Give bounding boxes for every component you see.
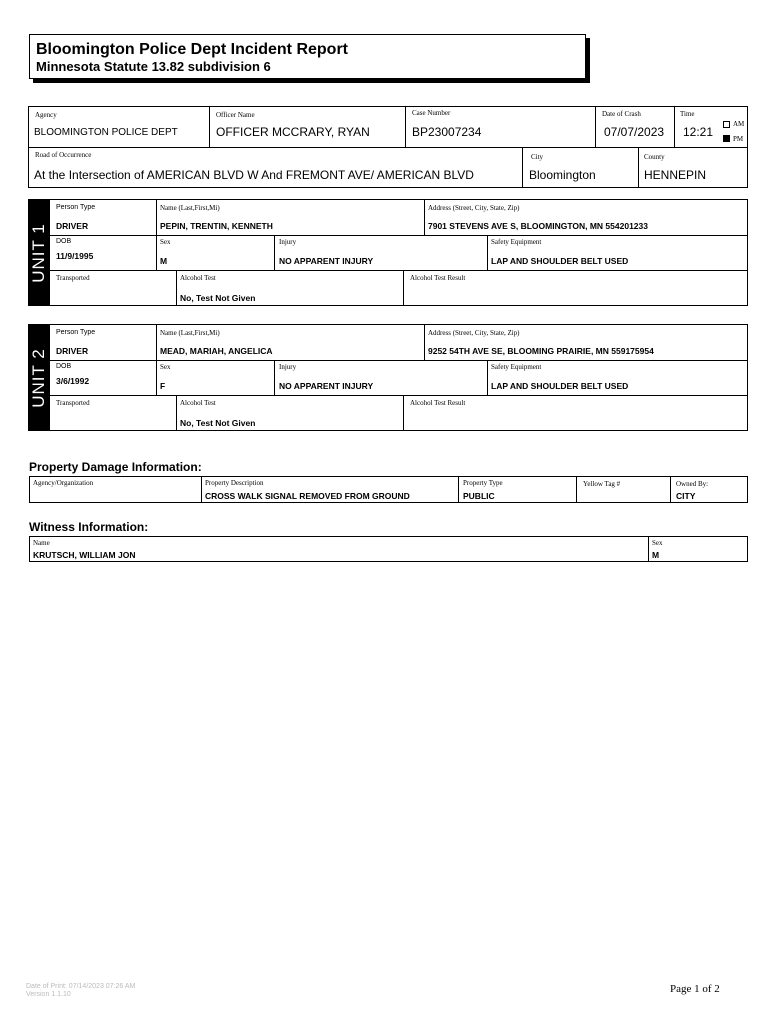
- unit-1-sex: M: [160, 256, 168, 266]
- unit-1-address: 7901 STEVENS AVE S, BLOOMINGTON, MN 554201233: [428, 221, 648, 231]
- witness-heading: Witness Information:: [29, 520, 149, 534]
- witness-sex: M: [652, 550, 660, 560]
- unit-1-name: PEPIN, TRENTIN, KENNETH: [160, 221, 273, 231]
- agency-value: BLOOMINGTON POLICE DEPT: [34, 127, 178, 138]
- unit-2-name-label: Name (Last,First,Mi): [160, 329, 220, 337]
- unit-1-name-label: Name (Last,First,Mi): [160, 204, 220, 212]
- unit-1-alcohol-result-label: Alcohol Test Result: [410, 274, 466, 282]
- case-number-value: BP23007234: [412, 125, 482, 139]
- unit-2-safety-label: Safety Equipment: [491, 363, 542, 371]
- report-title-box: [29, 34, 586, 79]
- unit-2-address-label: Address (Street, City, State, Zip): [428, 329, 520, 337]
- unit-1-alcohol-test: No, Test Not Given: [180, 293, 256, 303]
- witness-name-label: Name: [33, 539, 50, 547]
- witness-table: [29, 536, 748, 562]
- date-label: Date of Crash: [602, 110, 641, 118]
- unit-2-name: MEAD, MARIAH, ANGELICA: [160, 346, 273, 356]
- unit-2-dob-label: DOB: [56, 363, 72, 370]
- property-type: PUBLIC: [463, 491, 495, 501]
- unit-1-injury-label: Injury: [279, 238, 297, 246]
- city-label: City: [531, 153, 544, 161]
- case-number-label: Case Number: [412, 109, 451, 117]
- unit-1-safety: LAP AND SHOULDER BELT USED: [491, 256, 629, 266]
- date-value: 07/07/2023: [604, 125, 665, 139]
- unit-1-dob-label: DOB: [56, 238, 72, 245]
- officer-value: OFFICER MCCRARY, RYAN: [216, 125, 370, 139]
- yellow-tag-label: Yellow Tag #: [583, 480, 621, 488]
- time-label: Time: [680, 110, 695, 118]
- unit-2-tab-label: UNIT 2: [29, 347, 48, 408]
- unit-2-alcohol-result-label: Alcohol Test Result: [410, 399, 466, 407]
- city-value: Bloomington: [529, 168, 596, 182]
- unit-2-alcohol-test-label: Alcohol Test: [180, 399, 216, 407]
- property-desc-label: Property Description: [205, 479, 264, 487]
- header-row-2: [28, 147, 748, 188]
- unit-1-person-type-label: Person Type: [56, 204, 96, 211]
- report-subtitle: Minnesota Statute 13.82 subdivision 6: [36, 59, 271, 74]
- am-label: AM: [733, 120, 745, 128]
- witness-name: KRUTSCH, WILLIAM JON: [33, 550, 136, 560]
- unit-2-dob: 3/6/1992: [56, 376, 90, 386]
- unit-2-alcohol-test: No, Test Not Given: [180, 418, 256, 428]
- unit-1-injury: NO APPARENT INJURY: [279, 256, 374, 266]
- report-title: Bloomington Police Dept Incident Report: [36, 41, 348, 58]
- unit-2-sex: F: [160, 381, 166, 391]
- agency-label: Agency: [35, 111, 57, 119]
- officer-label: Officer Name: [216, 111, 255, 119]
- unit-1-tab-label: UNIT 1: [29, 222, 48, 283]
- time-value: 12:21: [683, 125, 714, 139]
- road-value: At the Intersection of AMERICAN BLVD W And FREMONT AVE/ AMERICAN BLVD: [34, 168, 474, 182]
- unit-1-sex-label: Sex: [160, 238, 171, 246]
- unit-1-address-label: Address (Street, City, State, Zip): [428, 204, 520, 212]
- unit-2-block: [28, 324, 748, 431]
- unit-1-alcohol-test-label: Alcohol Test: [180, 274, 216, 282]
- header-row-1: [28, 106, 748, 148]
- property-desc: CROSS WALK SIGNAL REMOVED FROM GROUND: [205, 491, 410, 501]
- road-label: Road of Occurrence: [35, 151, 92, 159]
- county-label: County: [644, 153, 665, 161]
- unit-2-injury-label: Injury: [279, 363, 297, 371]
- unit-2-address: 9252 54TH AVE SE, BLOOMING PRAIRIE, MN 559175954: [428, 346, 654, 356]
- unit-2-transported-label: Transported: [56, 399, 90, 407]
- witness-sex-label: Sex: [652, 539, 663, 547]
- owned-by: CITY: [676, 491, 696, 501]
- unit-2-tab: [28, 324, 50, 431]
- county-value: HENNEPIN: [644, 168, 707, 182]
- unit-2-sex-label: Sex: [160, 363, 171, 371]
- unit-1-person-type: DRIVER: [56, 221, 89, 231]
- property-agency-label: Agency/Organization: [33, 479, 94, 487]
- unit-1-safety-label: Safety Equipment: [491, 238, 542, 246]
- unit-2-person-type-label: Person Type: [56, 329, 96, 336]
- unit-2-safety: LAP AND SHOULDER BELT USED: [491, 381, 629, 391]
- property-type-label: Property Type: [463, 479, 503, 487]
- am-checkbox: [723, 121, 730, 128]
- owned-by-label: Owned By:: [676, 480, 709, 488]
- unit-2-injury: NO APPARENT INJURY: [279, 381, 374, 391]
- unit-1-dob: 11/9/1995: [56, 251, 94, 261]
- property-table: [29, 476, 748, 503]
- property-heading: Property Damage Information:: [29, 460, 202, 474]
- print-date: Date of Print: 07/14/2023 07:26 AM: [26, 983, 136, 990]
- version: Version 1.1.10: [26, 991, 71, 998]
- page-number: Page 1 of 2: [670, 983, 720, 995]
- unit-1-tab: [28, 199, 50, 306]
- unit-1-block: [28, 199, 748, 306]
- unit-1-transported-label: Transported: [56, 274, 90, 282]
- unit-2-person-type: DRIVER: [56, 346, 89, 356]
- pm-checkbox: [723, 135, 730, 142]
- pm-label: PM: [733, 135, 744, 143]
